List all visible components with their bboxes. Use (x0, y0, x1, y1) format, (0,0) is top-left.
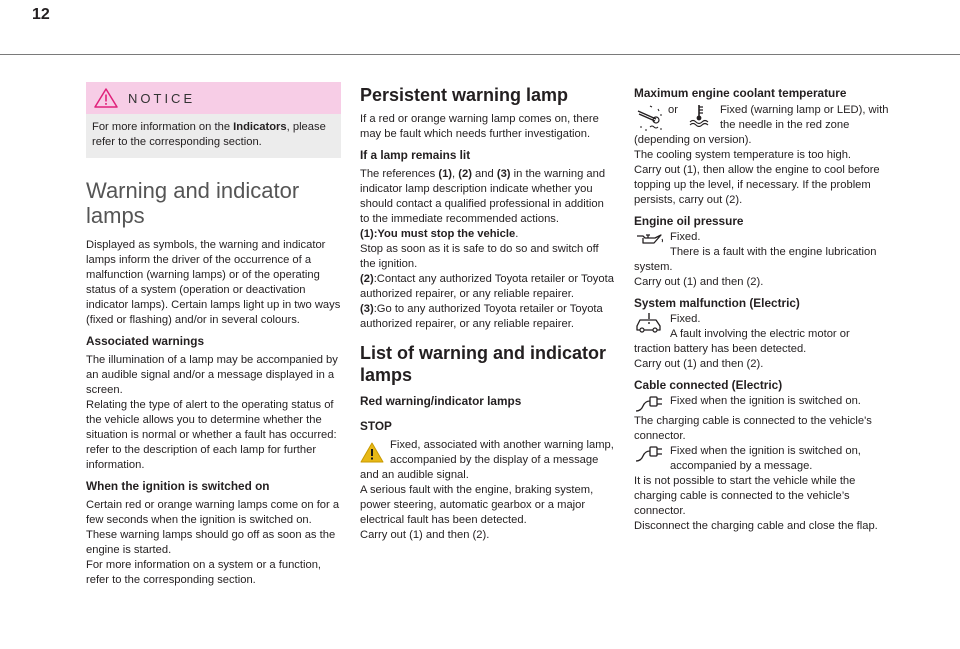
column-right (634, 82, 889, 538)
header-rule (0, 54, 960, 55)
stop-warning-triangle-icon (360, 442, 384, 464)
system-heading: System malfunction (Electric) (634, 296, 800, 310)
oil-paragraph-3: Carry out (1) and then (2). (634, 276, 764, 288)
list-title: List of warning and indicator lamps (360, 343, 607, 385)
coolant-or: or (668, 104, 678, 116)
reference-2-line (360, 272, 615, 302)
notice-title: NOTICE (128, 91, 196, 106)
notice-text-post: , please refer to the corresponding section. (92, 121, 326, 148)
reference-1-label: (1) (360, 228, 374, 240)
reference-2: (2) (458, 168, 472, 180)
reference-1-line (360, 227, 615, 242)
associated-paragraph-1: The illumination of a lamp may be accompanied by an audible signal and/or a message displayed in a screen. (86, 354, 338, 396)
associated-warnings-heading: Associated warnings (86, 334, 205, 348)
cable-paragraph-3: Fixed when the ignition is switched on, accompanied by a message. (670, 445, 861, 472)
system-indicator (634, 312, 889, 357)
stop-indicator (360, 438, 615, 483)
reference-3-line (360, 302, 615, 332)
references-pre: The references (360, 168, 439, 180)
red-lamps-heading: Red warning/indicator lamps (360, 394, 522, 408)
reference-2-label: (2) (360, 273, 374, 285)
coolant-heading: Maximum engine coolant temperature (634, 86, 847, 100)
references-sep-1: , (452, 168, 459, 180)
oil-paragraph-1: Fixed. (670, 231, 701, 243)
notice-text-bold: Indicators (233, 121, 287, 133)
persistent-title: Persistent warning lamp (360, 85, 569, 105)
system-paragraph-3: Carry out (1) and then (2). (634, 358, 764, 370)
remains-lit-heading: If a lamp remains lit (360, 148, 471, 162)
ignition-paragraph-1: Certain red or orange warning lamps come on for a few seconds when the ignition is switched on. These warning lamps should go off as soon as the engine is started. (86, 499, 340, 556)
warning-triangle-icon (94, 88, 118, 108)
notice-body (86, 114, 341, 158)
oil-paragraph-2: There is a fault with the engine lubrication system. (634, 246, 877, 273)
reference-3-text: :Go to any authorized Toyota retailer or Toyota authorized repairer, or any reliable repairer. (360, 303, 603, 330)
oil-indicator (634, 230, 889, 275)
stop-heading: STOP (360, 419, 392, 433)
reference-1: (1) (438, 168, 453, 180)
references-sep-2: and (471, 168, 497, 180)
associated-paragraph-2: Relating the type of alert to the operating status of the vehicle allows you to determine whether the situation is normal or whether a fault has occurred: refer to the description of each lamp for further information. (86, 399, 337, 471)
coolant-paragraph-2: The cooling system temperature is too high. (634, 149, 852, 161)
ignition-paragraph-2: For more information on a system or a function, refer to the corresponding section. (86, 559, 322, 586)
oil-can-icon (634, 230, 664, 248)
notice-text-pre: For more information on the (92, 121, 234, 133)
ignition-heading: When the ignition is switched on (86, 479, 270, 493)
coolant-paragraph-1: Fixed (warning lamp or LED), with the needle in the red zone (depending on version). (634, 104, 889, 146)
stop-paragraph-3: Carry out (1) and then (2). (360, 529, 490, 541)
reference-1-end: . (515, 228, 519, 240)
system-paragraph-2: A fault involving the electric motor or traction battery has been detected. (634, 328, 850, 355)
reference-3: (3) (496, 168, 511, 180)
electric-car-fault-icon (634, 312, 664, 334)
coolant-temperature-icon (688, 103, 714, 127)
cable-paragraph-1: Fixed when the ignition is switched on. (670, 395, 861, 407)
section-title: Warning and indicator lamps (86, 178, 300, 228)
charging-plug-icon (634, 394, 664, 414)
reference-1-bold: :You must stop the vehicle (373, 228, 516, 240)
notice-header (86, 82, 341, 114)
reference-1-text: Stop as soon as it is safe to do so and switch off the ignition. (360, 243, 599, 270)
notice-box (86, 82, 341, 158)
stop-paragraph-1: Fixed, associated with another warning lamp, accompanied by the display of a message and an audible signal. (360, 439, 614, 481)
cable-paragraph-2: The charging cable is connected to the vehicle's connector. (634, 415, 872, 442)
coolant-thermometer-icon (634, 103, 666, 133)
stop-paragraph-2: A serious fault with the engine, braking system, power steering, automatic gearbox or a major electrical fault has been detected. (360, 484, 594, 526)
references-post: in the warning and indicator lamp description indicate whether you should contact a qualified professional in addition to the immediate recommended actions. (360, 168, 606, 225)
page-number: 12 (32, 6, 50, 23)
cable-indicator-2 (634, 444, 889, 474)
charging-plug-icon (634, 444, 664, 464)
cable-indicator-1 (634, 394, 889, 414)
reference-3-label: (3) (360, 303, 374, 315)
cable-paragraph-4: It is not possible to start the vehicle while the charging cable is connected to the vehicle’s connector. (634, 475, 856, 517)
column-middle (360, 82, 615, 547)
reference-2-text: :Contact any authorized Toyota retailer or Toyota authorized repairer, or any reliable repairer. (360, 273, 614, 300)
oil-heading: Engine oil pressure (634, 214, 744, 228)
system-paragraph-1: Fixed. (670, 313, 701, 325)
cable-paragraph-5: Disconnect the charging cable and close the flap. (634, 520, 878, 532)
coolant-indicator (634, 103, 889, 148)
references-paragraph (360, 167, 615, 227)
persistent-paragraph: If a red or orange warning lamp comes on, there may be fault which needs further investigation. (360, 113, 599, 140)
coolant-paragraph-3: Carry out (1), then allow the engine to cool before topping up the level, if necessary. If the problem persists, carry out (2). (634, 164, 880, 206)
cable-heading: Cable connected (Electric) (634, 378, 783, 392)
column-left (86, 82, 341, 592)
intro-paragraph: Displayed as symbols, the warning and indicator lamps inform the driver of the occurrence of a malfunction (warning lamps) or of the operating status of a system (operation or deactivation indicator lamps). Certain lamps light up in two ways (fixed or flashing) and/or in several colours. (86, 239, 341, 326)
